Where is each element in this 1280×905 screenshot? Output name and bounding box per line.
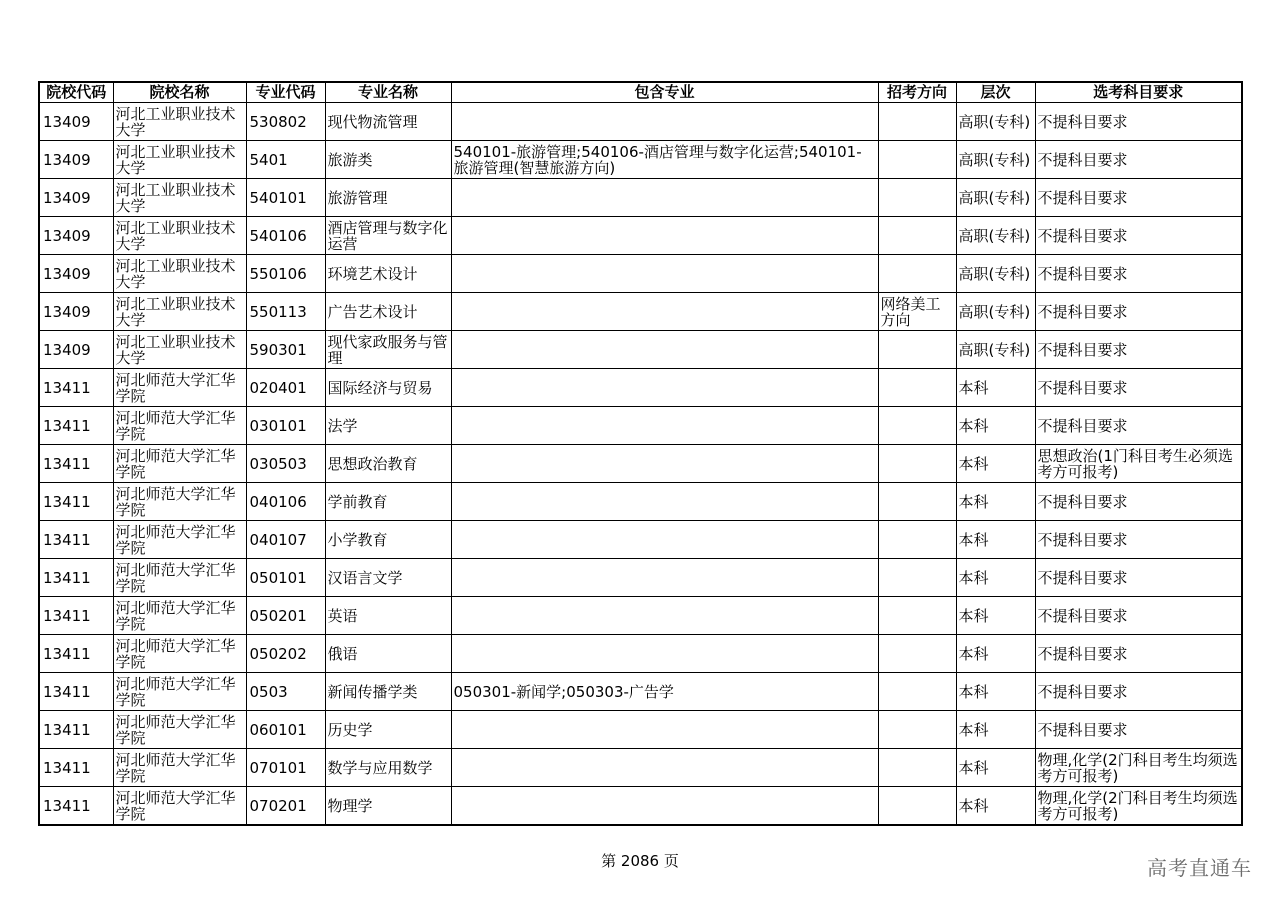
header-subject-requirement: 选考科目要求 (1035, 82, 1242, 103)
watermark-text: 高考直通车 (1147, 856, 1252, 880)
cell-major-name: 数学与应用数学 (325, 749, 451, 787)
table-row (39, 635, 1242, 673)
cell-subject-requirement: 思想政治(1门科目考生必须选考方可报考) (1035, 445, 1242, 483)
cell-subject-requirement: 不提科目要求 (1035, 103, 1242, 141)
cell-major-code: 040106 (246, 483, 325, 521)
admission-table (38, 81, 1243, 826)
cell-direction (878, 559, 956, 597)
cell-school-code: 13409 (39, 255, 113, 293)
cell-included-majors (451, 369, 878, 407)
cell-major-code: 530802 (246, 103, 325, 141)
header-level: 层次 (956, 82, 1035, 103)
table-row (39, 179, 1242, 217)
cell-subject-requirement: 不提科目要求 (1035, 255, 1242, 293)
cell-level: 本科 (956, 559, 1035, 597)
cell-level: 高职(专科) (956, 255, 1035, 293)
cell-level: 本科 (956, 597, 1035, 635)
table-row (39, 255, 1242, 293)
cell-major-code: 540106 (246, 217, 325, 255)
table-row (39, 483, 1242, 521)
table-row (39, 141, 1242, 179)
cell-major-name: 思想政治教育 (325, 445, 451, 483)
cell-major-name: 法学 (325, 407, 451, 445)
cell-major-name: 汉语言文学 (325, 559, 451, 597)
cell-level: 本科 (956, 635, 1035, 673)
cell-school-code: 13409 (39, 103, 113, 141)
cell-included-majors (451, 597, 878, 635)
cell-subject-requirement: 不提科目要求 (1035, 521, 1242, 559)
cell-school-name: 河北师范大学汇华学院 (113, 407, 246, 445)
cell-subject-requirement: 不提科目要求 (1035, 407, 1242, 445)
header-major-name: 专业名称 (325, 82, 451, 103)
cell-direction (878, 369, 956, 407)
cell-school-code: 13411 (39, 445, 113, 483)
cell-level: 高职(专科) (956, 293, 1035, 331)
cell-included-majors (451, 521, 878, 559)
cell-direction (878, 445, 956, 483)
cell-major-name: 小学教育 (325, 521, 451, 559)
cell-major-code: 030503 (246, 445, 325, 483)
page-number: 第 2086 页 (601, 852, 679, 870)
table-row (39, 407, 1242, 445)
cell-level: 本科 (956, 407, 1035, 445)
cell-school-code: 13411 (39, 673, 113, 711)
cell-major-code: 550106 (246, 255, 325, 293)
cell-subject-requirement: 不提科目要求 (1035, 483, 1242, 521)
cell-major-code: 550113 (246, 293, 325, 331)
cell-major-name: 新闻传播学类 (325, 673, 451, 711)
cell-major-name: 物理学 (325, 787, 451, 826)
header-major-code: 专业代码 (246, 82, 325, 103)
cell-included-majors: 540101-旅游管理;540106-酒店管理与数字化运营;540101-旅游管理(智慧旅游方向) (451, 141, 878, 179)
cell-major-name: 俄语 (325, 635, 451, 673)
cell-school-name: 河北工业职业技术大学 (113, 293, 246, 331)
cell-major-code: 020401 (246, 369, 325, 407)
cell-school-code: 13411 (39, 635, 113, 673)
cell-major-code: 070101 (246, 749, 325, 787)
table-row (39, 445, 1242, 483)
cell-school-code: 13409 (39, 141, 113, 179)
cell-school-name: 河北师范大学汇华学院 (113, 673, 246, 711)
cell-school-name: 河北师范大学汇华学院 (113, 369, 246, 407)
cell-direction (878, 217, 956, 255)
cell-direction (878, 331, 956, 369)
cell-included-majors (451, 293, 878, 331)
cell-level: 本科 (956, 483, 1035, 521)
cell-major-code: 030101 (246, 407, 325, 445)
cell-major-name: 环境艺术设计 (325, 255, 451, 293)
cell-direction (878, 711, 956, 749)
cell-school-code: 13411 (39, 749, 113, 787)
cell-included-majors (451, 559, 878, 597)
cell-direction (878, 635, 956, 673)
cell-direction: 网络美工方向 (878, 293, 956, 331)
cell-subject-requirement: 不提科目要求 (1035, 179, 1242, 217)
cell-included-majors (451, 179, 878, 217)
cell-major-code: 050101 (246, 559, 325, 597)
cell-major-name: 国际经济与贸易 (325, 369, 451, 407)
cell-school-code: 13411 (39, 483, 113, 521)
cell-included-majors (451, 787, 878, 826)
table-body (39, 103, 1242, 826)
cell-included-majors: 050301-新闻学;050303-广告学 (451, 673, 878, 711)
cell-direction (878, 255, 956, 293)
cell-school-name: 河北工业职业技术大学 (113, 179, 246, 217)
cell-school-code: 13411 (39, 407, 113, 445)
cell-direction (878, 749, 956, 787)
cell-school-name: 河北师范大学汇华学院 (113, 559, 246, 597)
cell-subject-requirement: 不提科目要求 (1035, 597, 1242, 635)
cell-school-name: 河北师范大学汇华学院 (113, 711, 246, 749)
cell-school-name: 河北工业职业技术大学 (113, 331, 246, 369)
cell-direction (878, 787, 956, 826)
cell-direction (878, 673, 956, 711)
cell-included-majors (451, 331, 878, 369)
cell-subject-requirement: 不提科目要求 (1035, 369, 1242, 407)
header-school-code: 院校代码 (39, 82, 113, 103)
cell-subject-requirement: 不提科目要求 (1035, 673, 1242, 711)
cell-subject-requirement: 不提科目要求 (1035, 559, 1242, 597)
cell-major-code: 060101 (246, 711, 325, 749)
cell-school-name: 河北师范大学汇华学院 (113, 635, 246, 673)
cell-major-code: 070201 (246, 787, 325, 826)
table-row (39, 749, 1242, 787)
cell-subject-requirement: 物理,化学(2门科目考生均须选考方可报考) (1035, 749, 1242, 787)
cell-major-code: 5401 (246, 141, 325, 179)
cell-major-name: 广告艺术设计 (325, 293, 451, 331)
cell-major-code: 540101 (246, 179, 325, 217)
cell-school-name: 河北师范大学汇华学院 (113, 787, 246, 826)
cell-school-code: 13411 (39, 521, 113, 559)
cell-level: 本科 (956, 787, 1035, 826)
cell-included-majors (451, 217, 878, 255)
table-row (39, 331, 1242, 369)
cell-school-code: 13409 (39, 217, 113, 255)
cell-subject-requirement: 不提科目要求 (1035, 217, 1242, 255)
cell-major-code: 0503 (246, 673, 325, 711)
cell-school-name: 河北师范大学汇华学院 (113, 483, 246, 521)
cell-level: 本科 (956, 711, 1035, 749)
cell-level: 高职(专科) (956, 103, 1035, 141)
cell-major-name: 旅游类 (325, 141, 451, 179)
table-row (39, 369, 1242, 407)
cell-school-name: 河北师范大学汇华学院 (113, 749, 246, 787)
cell-school-name: 河北工业职业技术大学 (113, 217, 246, 255)
table-row (39, 293, 1242, 331)
cell-major-name: 现代家政服务与管理 (325, 331, 451, 369)
cell-included-majors (451, 749, 878, 787)
cell-school-code: 13409 (39, 293, 113, 331)
cell-school-name: 河北工业职业技术大学 (113, 141, 246, 179)
table-row (39, 711, 1242, 749)
cell-direction (878, 521, 956, 559)
cell-major-name: 旅游管理 (325, 179, 451, 217)
table-row (39, 217, 1242, 255)
cell-included-majors (451, 255, 878, 293)
cell-level: 高职(专科) (956, 141, 1035, 179)
cell-school-name: 河北工业职业技术大学 (113, 255, 246, 293)
cell-level: 本科 (956, 521, 1035, 559)
cell-level: 本科 (956, 673, 1035, 711)
cell-direction (878, 597, 956, 635)
cell-school-code: 13409 (39, 331, 113, 369)
cell-school-code: 13411 (39, 559, 113, 597)
cell-subject-requirement: 不提科目要求 (1035, 635, 1242, 673)
cell-included-majors (451, 711, 878, 749)
cell-school-code: 13411 (39, 597, 113, 635)
cell-major-name: 现代物流管理 (325, 103, 451, 141)
cell-major-name: 学前教育 (325, 483, 451, 521)
table-row (39, 597, 1242, 635)
header-row (39, 82, 1242, 103)
table-row (39, 787, 1242, 826)
cell-school-name: 河北工业职业技术大学 (113, 103, 246, 141)
cell-direction (878, 103, 956, 141)
cell-school-name: 河北师范大学汇华学院 (113, 521, 246, 559)
cell-school-code: 13411 (39, 711, 113, 749)
cell-school-code: 13411 (39, 369, 113, 407)
table-row (39, 559, 1242, 597)
cell-level: 本科 (956, 749, 1035, 787)
table-row (39, 103, 1242, 141)
cell-major-code: 590301 (246, 331, 325, 369)
cell-school-name: 河北师范大学汇华学院 (113, 597, 246, 635)
cell-major-name: 酒店管理与数字化运营 (325, 217, 451, 255)
cell-subject-requirement: 不提科目要求 (1035, 293, 1242, 331)
cell-level: 高职(专科) (956, 179, 1035, 217)
cell-subject-requirement: 不提科目要求 (1035, 711, 1242, 749)
cell-subject-requirement: 不提科目要求 (1035, 331, 1242, 369)
cell-level: 高职(专科) (956, 217, 1035, 255)
cell-direction (878, 179, 956, 217)
cell-major-code: 050201 (246, 597, 325, 635)
cell-included-majors (451, 103, 878, 141)
cell-school-code: 13411 (39, 787, 113, 826)
cell-level: 本科 (956, 369, 1035, 407)
cell-level: 本科 (956, 445, 1035, 483)
table-row (39, 673, 1242, 711)
cell-direction (878, 407, 956, 445)
cell-major-name: 历史学 (325, 711, 451, 749)
cell-school-name: 河北师范大学汇华学院 (113, 445, 246, 483)
header-school-name: 院校名称 (113, 82, 246, 103)
cell-included-majors (451, 483, 878, 521)
cell-included-majors (451, 407, 878, 445)
cell-included-majors (451, 445, 878, 483)
cell-level: 高职(专科) (956, 331, 1035, 369)
cell-direction (878, 483, 956, 521)
cell-subject-requirement: 不提科目要求 (1035, 141, 1242, 179)
cell-subject-requirement: 物理,化学(2门科目考生均须选考方可报考) (1035, 787, 1242, 826)
header-direction: 招考方向 (878, 82, 956, 103)
table-row (39, 521, 1242, 559)
cell-school-code: 13409 (39, 179, 113, 217)
header-included-majors: 包含专业 (451, 82, 878, 103)
cell-major-code: 040107 (246, 521, 325, 559)
cell-direction (878, 141, 956, 179)
cell-major-name: 英语 (325, 597, 451, 635)
cell-major-code: 050202 (246, 635, 325, 673)
cell-included-majors (451, 635, 878, 673)
